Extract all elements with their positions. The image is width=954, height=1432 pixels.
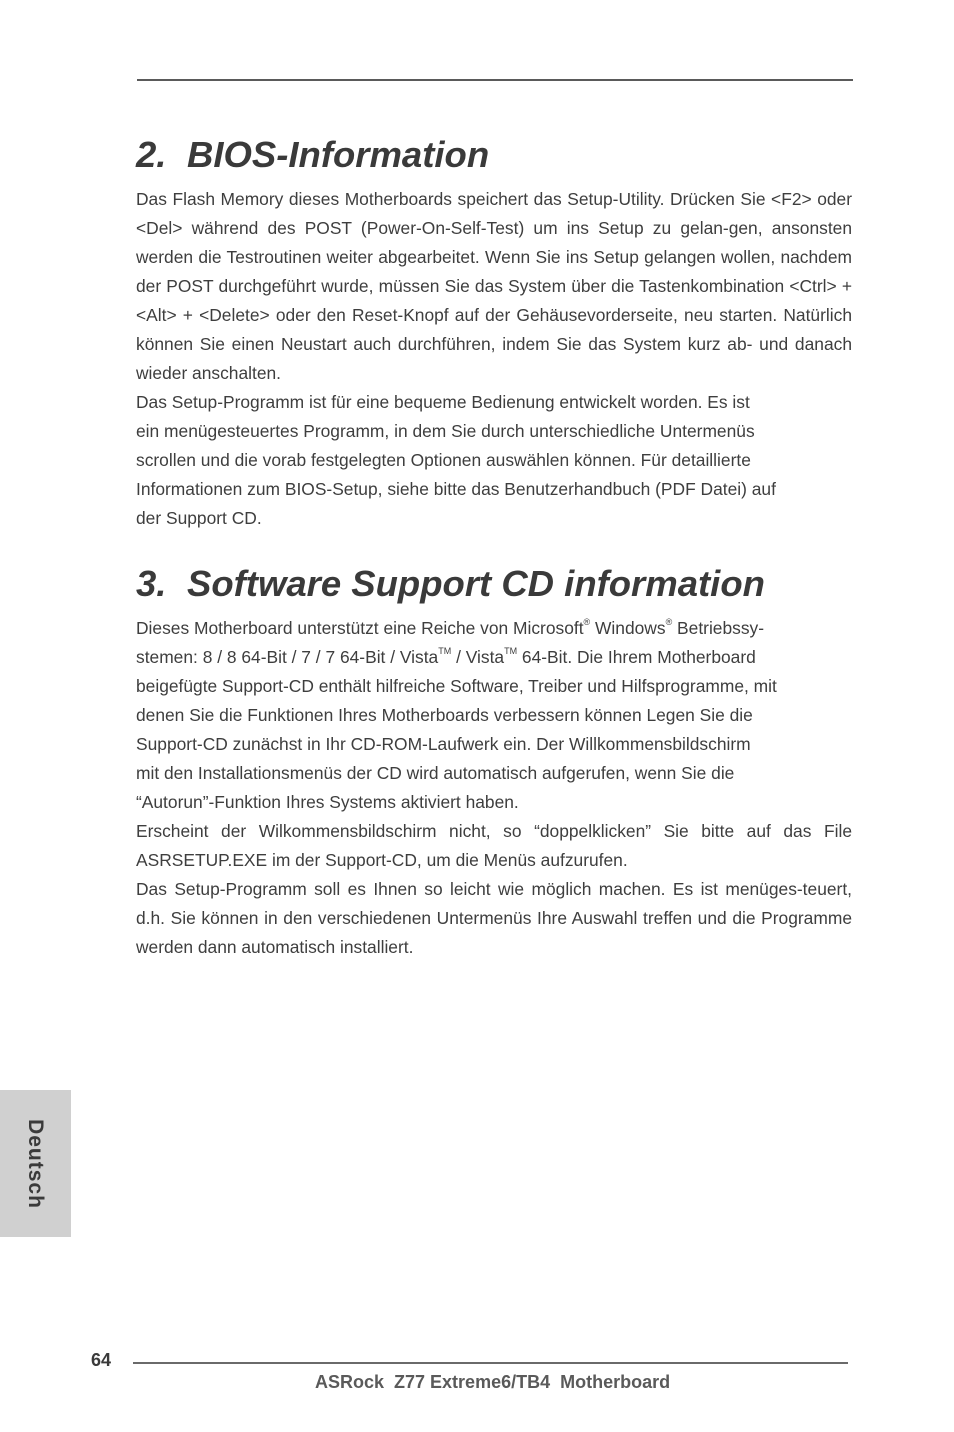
software-p1-line: mit den Installationsmenüs der CD wird automatisch aufgerufen, wenn Sie die [136,763,735,783]
page-number: 64 [91,1350,112,1370]
software-p1-line: denen Sie die Funktionen Ihres Motherboards verbessern können Legen Sie die [136,705,753,725]
bios-paragraph-2-line: Informationen zum BIOS-Setup, siehe bitte das Benutzerhandbuch (PDF Datei) auf [136,479,776,499]
language-tab-label: Deutsch [24,1119,47,1209]
language-side-tab [0,1090,71,1237]
bios-paragraph-2-line: der Support CD. [136,508,262,528]
bios-paragraph-2-line: Das Setup-Programm ist für eine bequeme Bedienung entwickelt worden. Es ist [136,392,750,412]
footer-title: ASRock Z77 Extreme6/TB4 Motherboard [315,1372,671,1392]
software-p1-text: / Vista [451,647,505,667]
software-p1-line: beigefügte Support-CD enthält hilfreiche Software, Treiber und Hilfsprogramme, mit [136,676,777,696]
bios-body [136,185,852,533]
software-p1-text: Windows [590,618,666,638]
top-rule [137,79,853,81]
bios-paragraph-2-line: ein menügesteuertes Programm, in dem Sie durch unterschiedliche Untermenüs [136,421,755,441]
bios-heading-title: BIOS-Information [187,134,490,175]
software-p1-text: stemen: 8 / 8 64-Bit / 7 / 7 64-Bit / Vista [136,647,439,667]
bios-paragraph-2-line: scrollen und die vorab festgelegten Optionen auswählen können. Für detaillierte [136,450,751,470]
registered-mark: ® [583,617,591,628]
software-paragraph-1 [136,614,852,817]
footer-rule [133,1362,848,1364]
software-body [136,614,852,962]
bios-heading [136,133,852,177]
bios-heading-number: 2. [136,134,167,175]
bios-paragraph-1: Das Flash Memory dieses Motherboards speichert das Setup-Utility. Drücken Sie <F2> oder <Del> während des POST (Power-On-Self-Test) um ins Setup zu gelan-gen, ansonsten werden die Testroutinen weiter abgearbeitet. Wenn Sie ins Setup gelangen wollen, nachdem der POST durchgeführt wurde, müssen Sie das System über die Tastenkombination <Ctrl> + <Alt> + <Delete> oder den Reset-Knopf auf der Gehäusevorderseite, neu starten. Natürlich können Sie einen Neustart auch durchführen, indem Sie das System kurz ab- und danach wieder anschalten. [136,189,852,383]
software-heading-title: Software Support CD information [187,563,765,604]
software-p1-text: 64-Bit. Die Ihrem Motherboard [517,647,756,667]
registered-mark: ® [665,617,673,628]
software-p1-line: Support-CD zunächst in Ihr CD-ROM-Laufwerk ein. Der Willkommensbildschirm [136,734,751,754]
software-paragraph-3: Das Setup-Programm soll es Ihnen so leicht wie möglich machen. Es ist menüges-teuert, d.h. Sie können in den verschiedenen Untermenüs Ihre Auswahl treffen und die Programme werden dann automatisch installiert. [136,879,852,957]
software-paragraph-2: Erscheint der Wilkommensbildschirm nicht, so “doppelklicken” Sie bitte auf das File ASRSETUP.EXE im der Support-CD, um die Menüs aufzurufen. [136,821,852,870]
bios-section [136,133,852,177]
software-heading [136,562,852,606]
software-p1-line: “Autorun”-Funktion Ihres Systems aktiviert haben. [136,792,519,812]
software-p1-text: Betriebssy- [672,618,765,638]
software-heading-number: 3. [136,563,167,604]
software-section [136,562,852,606]
bios-paragraph-2 [136,388,852,533]
software-p1-text: Dieses Motherboard unterstützt eine Reiche von Microsoft [136,618,584,638]
trademark-mark: TM [438,646,452,657]
trademark-mark: TM [504,646,518,657]
